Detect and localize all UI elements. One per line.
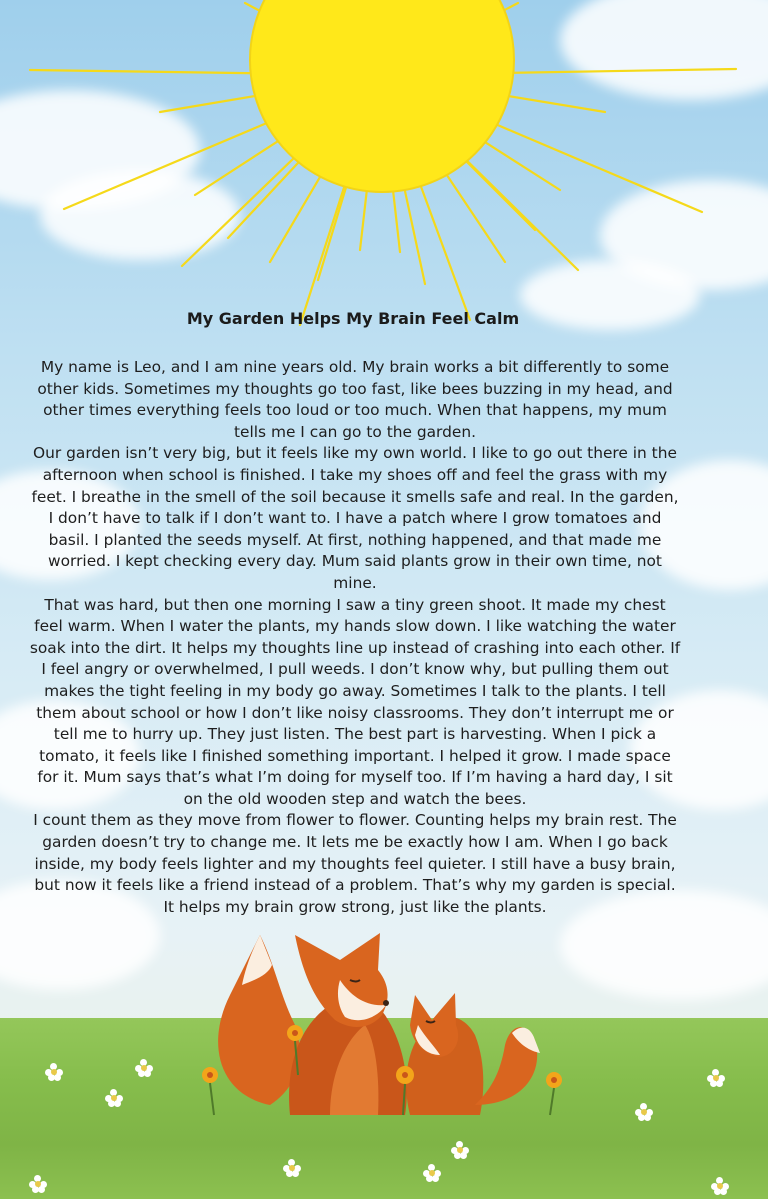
page-title: My Garden Helps My Brain Feel Calm (186, 309, 520, 328)
daisy-flower (136, 1060, 152, 1076)
daisy-flower (106, 1090, 122, 1106)
story-paragraph: I count them as they move from flower to flower. Counting helps my brain rest. The garden doesn’t try to change me. It lets me be exactly how I am. When I go back inside, my body feels lighter and my thoughts feel quieter. I still have a busy brain, but now it feels like a friend instead of a problem. That’s why my garden is special. It helps my brain grow strong, just like the plants. (33, 811, 677, 916)
daisy-flower (712, 1178, 728, 1194)
story-text (28, 357, 682, 918)
daisy-flower (636, 1104, 652, 1120)
daisy-flower (30, 1176, 46, 1192)
two-foxes-illustration (200, 925, 570, 1125)
story-paragraph: Our garden isn’t very big, but it feels like my own world. I like to go out there in the afternoon when school is finished. I take my shoes off and feel the grass with my feet. I breathe in the smell of the soil because it smells safe and real. In the garden, I don’t have to talk if I don’t want to. I have a patch where I grow tomatoes and basil. I planted the seeds myself. At first, nothing happened, and that made me worried. I kept checking every day. Mum said plants grow in their own time, not mine. (31, 444, 679, 592)
sun-illustration (0, 0, 768, 340)
story-paragraph: That was hard, but then one morning I saw a tiny green shoot. It made my chest feel warm. When I water the plants, my hands slow down. I like watching the water soak into the dirt. It helps my thoughts line up instead of crashing into each other. If I feel angry or overwhelmed, I pull weeds. I don’t know why, but pulling them out makes the tight feeling in my body go away. Sometimes I talk to the plants. I tell them about school or how I don’t like noisy classrooms. They don’t interrupt me or tell me to hurry up. They just listen. The best part is harvesting. When I pick a tomato, it feels like I finished something important. I helped it grow. I made space for it. Mum says that’s what I’m doing for myself too. If I’m having a hard day, I sit on the old wooden step and watch the bees. (29, 595, 681, 808)
daisy-flower (284, 1160, 300, 1176)
story-paragraph: My name is Leo, and I am nine years old. My brain works a bit differently to some other kids. Sometimes my thoughts go too fast, like bees buzzing in my head, and other times everything feels too loud or too much. When that happens, my mum tells me I can go to the garden. (37, 358, 673, 441)
daisy-flower (452, 1142, 468, 1158)
daisy-flower (424, 1165, 440, 1181)
daisy-flower (46, 1064, 62, 1080)
daisy-flower (708, 1070, 724, 1086)
